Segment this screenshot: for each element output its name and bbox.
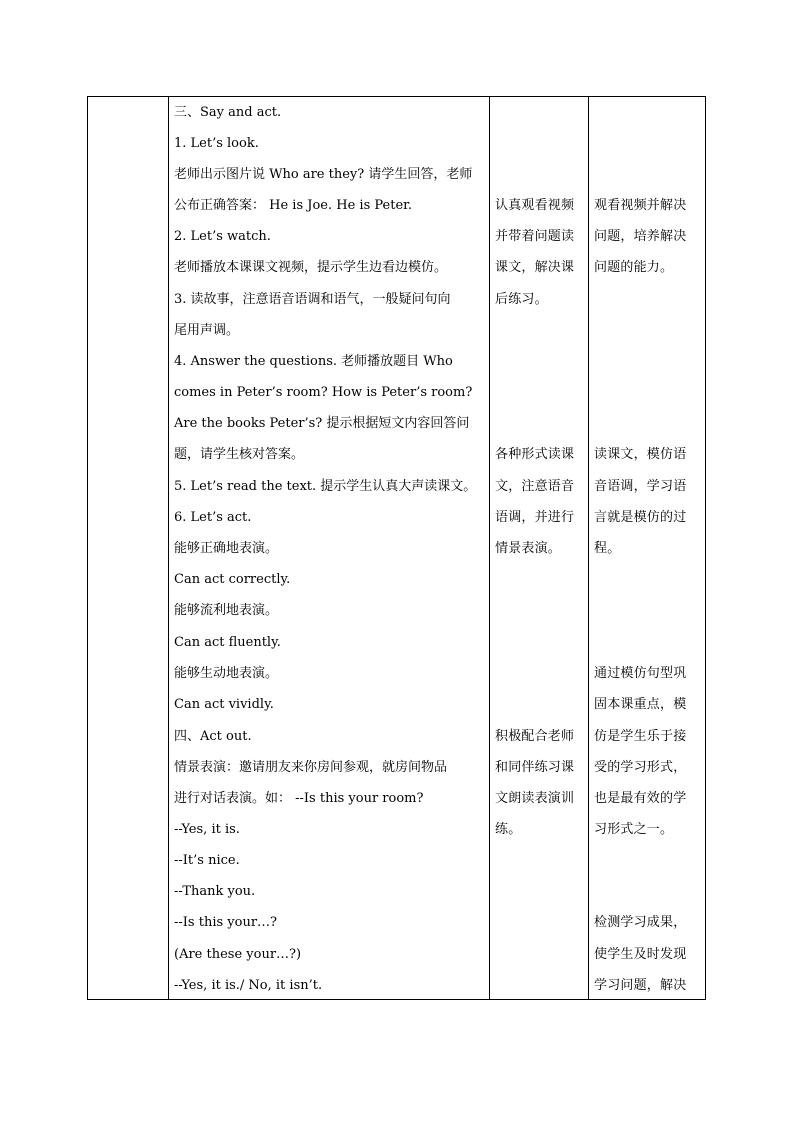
activity-line: comes in Peter’s room? How is Peter’s room? <box>174 385 473 400</box>
activity-line: 公布正确答案： He is Joe. He is Peter. <box>174 198 413 213</box>
activity-line: 1. Let’s look. <box>174 136 259 151</box>
activity-line: 尾用声调。 <box>174 323 240 338</box>
purpose-line: 问题的能力。 <box>594 260 674 275</box>
purpose-line: 问题，培养解决 <box>594 229 687 244</box>
activity-line: Can act vividly. <box>174 697 274 712</box>
purpose-line: 固本课重点，模 <box>594 697 687 712</box>
activity-line: 3. 读故事，注意语音语调和语气，一般疑问句向 <box>174 292 451 307</box>
purpose-line: 通过模仿句型巩 <box>594 666 687 681</box>
activity-line: Can act correctly. <box>174 572 291 587</box>
purpose-line: 也是最有效的学 <box>594 791 687 806</box>
purpose-line: 读课文，模仿语 <box>594 447 687 462</box>
activity-line: --Yes, it is./ No, it isn’t. <box>174 978 323 993</box>
purpose-line: 观看视频并解决 <box>594 198 687 213</box>
student-line: 各种形式读课 <box>495 447 575 462</box>
student-line: 练。 <box>495 822 522 837</box>
activity-line: 三、Say and act. <box>174 105 282 120</box>
student-line: 语调，并进行 <box>495 510 575 525</box>
purpose-line: 程。 <box>594 541 621 556</box>
student-line: 文，注意语音 <box>495 479 575 494</box>
activity-line: (Are these your…?) <box>174 947 302 962</box>
purpose-line: 学习问题，解决 <box>594 978 687 993</box>
column-divider <box>588 97 589 999</box>
activity-line: Are the books Peter’s? 提示根据短文内容回答问 <box>174 416 470 431</box>
activity-line: --Yes, it is. <box>174 822 240 837</box>
student-line: 文朗读表演训 <box>495 791 575 806</box>
student-line: 并带着问题读 <box>495 229 575 244</box>
activity-line: 题，请学生核对答案。 <box>174 447 305 462</box>
activity-line: 能够生动地表演。 <box>174 666 279 681</box>
student-line: 课文，解决课 <box>495 260 575 275</box>
activity-line: 进行对话表演。如： --Is this your room? <box>174 791 424 806</box>
student-line: 后练习。 <box>495 292 548 307</box>
activity-line: 4. Answer the questions. 老师播放题目 Who <box>174 354 453 369</box>
student-line: 情景表演。 <box>495 541 562 556</box>
student-line: 认真观看视频 <box>495 198 575 213</box>
activity-line: --Thank you. <box>174 884 256 899</box>
activity-line: 能够流利地表演。 <box>174 603 279 618</box>
activity-line: Can act fluently. <box>174 635 281 650</box>
activity-line: 5. Let’s read the text. 提示学生认真大声读课文。 <box>174 479 477 494</box>
purpose-line: 受的学习形式， <box>594 760 687 775</box>
purpose-line: 言就是模仿的过 <box>594 510 687 525</box>
purpose-line: 习形式之一。 <box>594 822 674 837</box>
purpose-line: 音语调，学习语 <box>594 479 687 494</box>
activity-line: 情景表演：邀请朋友来你房间参观，就房间物品 <box>174 760 448 775</box>
activity-line: 能够正确地表演。 <box>174 541 279 556</box>
activity-line: 四、Act out. <box>174 729 252 744</box>
student-line: 和同伴练习课 <box>495 760 575 775</box>
column-divider <box>489 97 490 999</box>
student-line: 积极配合老师 <box>495 729 575 744</box>
activity-line: 2. Let’s watch. <box>174 229 271 244</box>
purpose-line: 使学生及时发现 <box>594 947 687 962</box>
purpose-line: 仿是学生乐于接 <box>594 729 687 744</box>
purpose-line: 检测学习成果， <box>594 915 687 930</box>
activity-line: 老师出示图片说 Who are they? 请学生回答，老师 <box>174 167 473 182</box>
column-divider <box>168 97 169 999</box>
activity-line: --Is this your…? <box>174 915 278 930</box>
activity-line: 6. Let’s act. <box>174 510 252 525</box>
activity-line: 老师播放本课课文视频，提示学生边看边模仿。 <box>174 260 448 275</box>
activity-line: --It’s nice. <box>174 853 240 868</box>
